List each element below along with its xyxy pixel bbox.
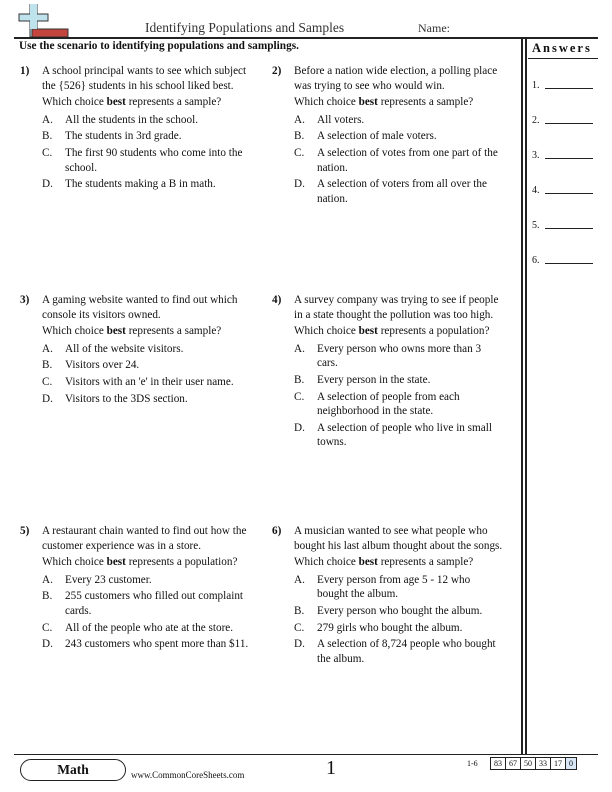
choice-c: C. Visitors with an 'e' in their user name. <box>42 375 234 388</box>
score-cell: 17 <box>551 758 566 770</box>
question-stem: A school principal wants to see which subject the {526} students in his school liked best. <box>42 65 247 92</box>
choice-c: C. A selection of votes from one part of the nation. <box>294 146 498 174</box>
question-stem: A gaming website wanted to find out which console its visitors owned. <box>42 294 238 321</box>
answer-slot[interactable] <box>532 115 598 129</box>
choice-list <box>294 113 504 207</box>
footer-divider <box>14 754 598 755</box>
page-number: 1 <box>326 757 336 779</box>
question-stem: A restaurant chain wanted to find out how the customer experience was in a store. <box>42 525 247 552</box>
question-number: 2) <box>272 65 282 77</box>
answer-number: 2. <box>532 115 540 126</box>
choice-c: C. The first 90 students who come into the school. <box>42 146 243 174</box>
answers-heading: Answers <box>532 41 592 55</box>
choice-c: C. A selection of people from each neighborhood in the state. <box>294 390 460 418</box>
question-1 <box>20 64 252 194</box>
choice-b: B. 255 customers who filled out complaint cards. <box>42 590 244 617</box>
choice-a: A. All the students in the school. <box>42 113 198 126</box>
answer-number: 6. <box>532 255 540 266</box>
score-cell: 67 <box>506 758 521 770</box>
choice-c: C. All of the people who ate at the store. <box>42 621 234 634</box>
question-prompt: Which choice best represents a sample? <box>42 96 222 109</box>
choice-list <box>42 342 252 406</box>
score-cell: 83 <box>491 758 506 770</box>
score-cell: 50 <box>521 758 536 770</box>
answer-slot[interactable] <box>532 80 598 94</box>
question-number: 1) <box>20 65 30 77</box>
choice-b: B. Every person who bought the album. <box>294 604 483 617</box>
answer-slot[interactable] <box>532 185 598 199</box>
question-stem: Before a nation wide election, a polling place was trying to see who would win. <box>294 65 498 92</box>
answer-slot[interactable] <box>532 150 598 164</box>
subject-badge: Math <box>20 759 126 781</box>
question-stem: A survey company was trying to see if people in a state thought the pollution was too high. <box>294 294 499 321</box>
choice-a: A. Every person from age 5 - 12 who bought the album. <box>294 573 471 601</box>
answer-number: 5. <box>532 220 540 231</box>
header-divider <box>14 37 598 39</box>
question-prompt: Which choice best represents a sample? <box>294 556 474 569</box>
column-divider <box>521 37 523 754</box>
score-cell: 33 <box>536 758 551 770</box>
question-prompt: Which choice best represents a population? <box>294 325 490 338</box>
answer-blank[interactable] <box>545 193 593 194</box>
choice-list <box>294 573 504 667</box>
score-range-label: 1-6 <box>467 759 478 768</box>
worksheet-logo-icon <box>14 4 70 38</box>
choice-a: A. Every person who owns more than 3 cars. <box>294 342 482 370</box>
question-prompt: Which choice best represents a population? <box>42 556 238 569</box>
choice-d: D. A selection of voters from all over the nation. <box>294 178 487 205</box>
choice-c: C. 279 girls who bought the album. <box>294 621 463 634</box>
choice-b: B. A selection of male voters. <box>294 130 437 143</box>
choice-list <box>42 113 252 192</box>
name-label: Name: <box>418 21 450 35</box>
question-4 <box>272 293 504 452</box>
answer-number: 3. <box>532 150 540 161</box>
question-prompt: Which choice best represents a sample? <box>294 96 474 109</box>
choice-b: B. Visitors over 24. <box>42 359 140 372</box>
choice-d: D. The students making a B in math. <box>42 178 216 191</box>
page-title: Identifying Populations and Samples <box>145 20 345 35</box>
score-table <box>490 757 577 770</box>
score-cell: 0 <box>566 758 577 770</box>
answer-blank[interactable] <box>545 123 593 124</box>
answer-slot[interactable] <box>532 220 598 234</box>
choice-a: A. All voters. <box>294 113 365 126</box>
answer-slot[interactable] <box>532 255 598 269</box>
choice-d: D. Visitors to the 3DS section. <box>42 392 188 405</box>
choice-a: A. All of the website visitors. <box>42 342 184 355</box>
question-5 <box>20 524 252 654</box>
question-number: 3) <box>20 294 30 306</box>
choice-d: D. 243 customers who spent more than $11. <box>42 638 249 651</box>
question-number: 6) <box>272 525 282 537</box>
answer-blank[interactable] <box>545 228 593 229</box>
column-divider <box>525 37 527 754</box>
answer-blank[interactable] <box>545 158 593 159</box>
question-number: 4) <box>272 294 282 306</box>
choice-b: B. Every person in the state. <box>294 373 431 386</box>
answer-blank[interactable] <box>545 263 593 264</box>
answer-blank[interactable] <box>545 88 593 89</box>
choice-a: A. Every 23 customer. <box>42 573 152 586</box>
site-url: www.CommonCoreSheets.com <box>131 770 245 780</box>
choice-list <box>294 342 504 450</box>
answer-number: 1. <box>532 80 540 91</box>
choice-b: B. The students in 3rd grade. <box>42 130 182 143</box>
question-prompt: Which choice best represents a sample? <box>42 325 222 338</box>
answers-heading-rule <box>528 58 598 59</box>
question-6 <box>272 524 504 668</box>
choice-list <box>42 573 252 652</box>
question-3 <box>20 293 252 408</box>
question-2 <box>272 64 504 208</box>
question-number: 5) <box>20 525 30 537</box>
answer-number: 4. <box>532 185 540 196</box>
choice-d: D. A selection of people who live in small towns. <box>294 421 492 449</box>
question-stem: A musician wanted to see what people who bought his last album thought about the songs. <box>294 525 503 552</box>
instructions: Use the scenario to identifying populations and samplings. <box>19 40 299 52</box>
choice-d: D. A selection of 8,724 people who bought the album. <box>294 638 496 665</box>
